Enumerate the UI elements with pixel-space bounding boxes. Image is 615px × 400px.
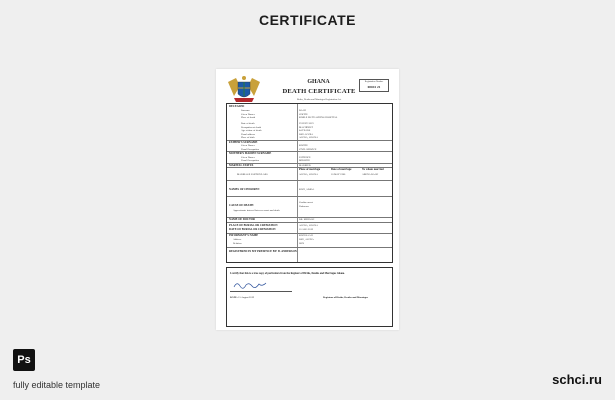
field-value: KORLE BU TEACHING HOSPITAL	[299, 116, 338, 119]
interval-value: Unknown	[299, 205, 309, 208]
relation-label: Relation	[233, 242, 242, 245]
doctor-label: NAME OF DOCTOR	[229, 218, 255, 221]
marriage-row-label: MARRIAGE PARTICULARS	[237, 173, 268, 176]
field-label: Place of birth	[241, 136, 255, 139]
certify-date	[230, 296, 254, 299]
field-label: Place of death	[241, 116, 256, 119]
field-label: Usual Occupation	[241, 147, 259, 151]
row-divider	[227, 180, 392, 181]
field-value: ACCRA, GHANA	[299, 136, 318, 139]
registered-by: REGISTERED IN MY PRESENCE BY: B. ANDERSON	[229, 250, 297, 253]
registration-box	[359, 79, 389, 92]
column-divider	[297, 104, 298, 262]
field-label: Date of death	[241, 122, 255, 125]
coat-of-arms-icon	[226, 74, 262, 104]
relation-value: SON	[299, 242, 305, 245]
burial-date-label: DATE OF BURIAL OR CREMATION	[229, 228, 276, 231]
field-label: Given Names	[241, 144, 255, 147]
template-caption: fully editable template	[13, 380, 101, 390]
marriage-header: Place of marriage	[299, 168, 321, 171]
certify-statement: I certify that this is a true copy of particulars from the Register of Births, Deaths and Marriages Ghana.	[230, 272, 345, 275]
children-value: KOFI, ADJOA	[299, 188, 315, 191]
cause-label: CAUSE OF DEATH	[229, 204, 254, 207]
brand-watermark: schci.ru	[552, 372, 602, 387]
field-label: Occupation at death	[241, 125, 261, 129]
signatory-title: Registrar of Births, Deaths and Marriages	[323, 296, 369, 299]
field-value: BAAH	[299, 109, 307, 112]
marriage-header: Date of marriage	[331, 168, 352, 171]
certificate-sheet	[216, 69, 399, 330]
section-deceased: DECEASED	[229, 105, 245, 108]
field-value: MIDWIFE	[299, 159, 310, 162]
address-label: Address	[233, 238, 242, 241]
field-value: COFFIE	[299, 112, 308, 116]
details-form	[226, 103, 393, 263]
field-value: CIVIL SERVICE	[299, 147, 317, 151]
field-value: OSU ACCRA	[299, 132, 314, 136]
field-value: PATIENCE	[299, 155, 311, 159]
section-mother: MOTHER'S MAIDEN SURNAME	[229, 152, 272, 155]
date-label: DATE:	[230, 296, 238, 299]
field-label: Surname	[241, 109, 250, 112]
burial-place-label: PLACE OF BURIAL OR CREMATION	[229, 224, 278, 227]
date-value: 15 August 2019	[238, 296, 255, 299]
photoshop-icon: Ps	[13, 349, 35, 371]
field-value: KOFFIE	[299, 144, 308, 147]
marriage-value: ACCRA, GHANA	[299, 173, 318, 176]
field-label: Usual address	[241, 132, 255, 136]
informant-label: INFORMANT'S NAME	[229, 234, 259, 237]
signature-icon	[232, 280, 268, 290]
certificate-title: DEATH CERTIFICATE	[282, 88, 356, 95]
certificate-subtitle: Births, Deaths and Marriages Registration Act	[296, 98, 342, 101]
doctor-value: DR. MENSAH	[299, 218, 315, 221]
section-marital-status: MARITAL STATUS	[229, 163, 254, 167]
field-label: Usual Occupation	[241, 159, 259, 162]
registration-label: Registration Number	[364, 81, 384, 83]
row-divider	[227, 196, 392, 197]
children-label: NAMES OF CHILDREN	[229, 188, 260, 191]
marriage-header: To whom married	[362, 168, 384, 171]
field-label: Age at time of death	[241, 129, 262, 132]
cause-value: Cardiac arrest	[299, 201, 313, 204]
field-value: MARRIED	[299, 163, 311, 167]
address-value: OSU, ACCRA	[299, 238, 314, 241]
field-value: MACHINIST	[299, 125, 313, 129]
interval-label: Approximate interval between onset and death	[233, 209, 280, 212]
field-label: Given Names	[241, 112, 255, 116]
field-value: 64 YEARS	[299, 129, 311, 132]
row-divider	[227, 222, 392, 223]
marriage-value: 10 MAY 1980	[331, 173, 346, 176]
field-value: 29 JULY 2019	[299, 122, 314, 125]
field-label: Given Names	[241, 155, 255, 159]
marriage-value: ABENA BAAH	[362, 173, 379, 176]
informant-value: KOFI BAAH	[299, 234, 313, 237]
burial-date-value: 10 AUG 2019	[299, 228, 314, 231]
signature-line	[230, 291, 292, 292]
page-title: CERTIFICATE	[258, 12, 356, 28]
section-father: FATHER'S SURNAME	[229, 140, 258, 144]
registration-number: 00041 21	[367, 85, 381, 89]
burial-place-value: ACCRA, GHANA	[299, 224, 318, 227]
certification-box	[226, 267, 393, 327]
row-divider	[227, 247, 392, 248]
country-heading: GHANA	[307, 79, 330, 85]
